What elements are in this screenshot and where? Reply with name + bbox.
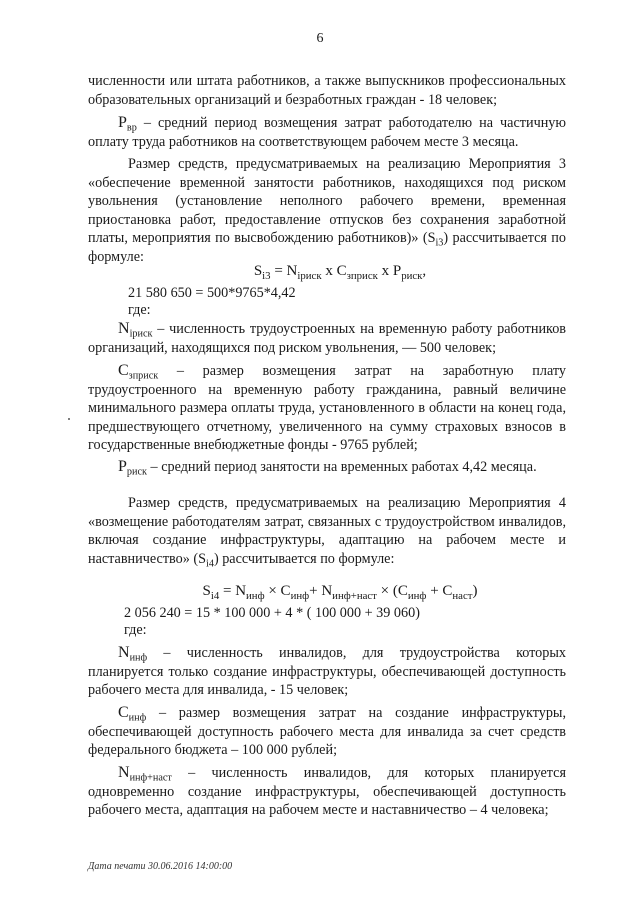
text-line: включая создание инфраструктуры, адаптацию на рабочем месте и <box>88 532 566 549</box>
symbol: С <box>118 362 129 379</box>
subscript: наст <box>452 589 473 602</box>
text-line: организаций, находящихся под риском увольнения, — 500 человек; <box>88 339 497 356</box>
symbol: Р <box>118 114 127 131</box>
text-line: государственные внебюджетные фонды - 9765 рублей; <box>88 437 418 454</box>
text-line: образовательных организаций и безработных граждан - 18 человек; <box>88 91 498 108</box>
subscript: инф <box>128 712 147 724</box>
definition-text: – размер возмещения затрат на создание инфраструктуры, <box>146 705 566 721</box>
where-label: где: <box>124 622 147 638</box>
definition-text: – численность инвалидов, для которых планируется <box>171 765 566 781</box>
subscript: i4 <box>205 558 214 570</box>
symbol: N <box>118 644 130 661</box>
formula-part: x C <box>321 263 347 279</box>
paragraph-measure-4 <box>88 494 566 568</box>
page-number: 6 <box>316 31 324 46</box>
formula-part: × (C <box>376 583 408 599</box>
subscript: вр <box>126 122 137 134</box>
print-date-footer: Дата печати 30.06.2016 14:00:00 <box>88 861 233 872</box>
symbol: N <box>118 320 130 337</box>
text-line: планируется только создание инфраструктуры, обеспечивающей доступность <box>88 663 566 680</box>
text-line: численности или штата работников, а также выпускников профессиональных <box>88 73 566 89</box>
formula-part: + C <box>426 583 453 599</box>
formula-part: = N <box>270 263 298 279</box>
text-line <box>88 320 566 339</box>
text-part: наставничество» (S <box>88 550 206 567</box>
symbol: N <box>118 764 130 781</box>
definition-p-vr <box>88 114 566 151</box>
formula-s: S <box>253 263 263 279</box>
text-line: «обеспечение временной занятости работников, находящихся под риском <box>88 174 566 191</box>
symbol: С <box>118 704 129 721</box>
formula-part: × C <box>264 583 291 599</box>
paragraph-workers <box>88 72 566 109</box>
text-line: «возмещение работодателям затрат, связанных с трудоустройством инвалидов, <box>88 513 566 530</box>
definition-text: – численность инвалидов, для трудоустройства которых <box>147 645 566 661</box>
text-line: формуле: <box>88 248 144 265</box>
definition-text: – средний период занятости на временных работах 4,42 месяца. <box>147 459 537 475</box>
text-line <box>88 550 566 569</box>
text-line <box>88 764 566 783</box>
text-line <box>88 704 566 723</box>
text-line <box>88 229 566 248</box>
text-line <box>88 644 566 663</box>
text-line: рабочего места, адаптация на рабочем месте и наставничество – 4 человека; <box>88 802 549 819</box>
formula-part: ) <box>472 583 478 599</box>
formula-s: S <box>202 583 211 599</box>
definition-n-inf <box>88 644 566 700</box>
text-line: федерального бюджета – 100 000 рублей; <box>88 742 338 759</box>
definition-n-inf-nast <box>88 764 566 820</box>
calculation-4: 2 056 240 = 15 * 100 000 + 4 * ( 100 000 + 39 060) <box>124 605 420 621</box>
scan-speck <box>68 418 70 420</box>
text-line <box>88 114 566 133</box>
text-line: трудоустроенного на временную работу гражданина, равный величине <box>88 381 566 398</box>
definition-p-risk <box>88 458 566 477</box>
subscript: i3 <box>262 269 271 282</box>
text-part: платы, мероприятия по высвобождению работников)» (S <box>88 230 436 247</box>
text-line: Размер средств, предусматриваемых на реализацию Мероприятия 3 <box>128 156 566 172</box>
subscript: риск <box>401 269 423 282</box>
subscript: инф <box>290 589 310 602</box>
subscript: i3 <box>435 237 444 249</box>
text-line: Размер средств, предусматриваемых на реализацию Мероприятия 4 <box>128 495 566 511</box>
text-line: приостановка работ, предоставление отпусков без сохранения заработной <box>88 211 566 228</box>
subscript: зприск <box>346 269 378 282</box>
where-label: где: <box>128 302 151 318</box>
subscript: инф <box>129 652 148 664</box>
subscript: риск <box>126 466 147 478</box>
subscript: iриск <box>297 269 322 282</box>
definition-n-irisk <box>88 320 566 357</box>
definition-text: – размер возмещения затрат на заработную плату <box>158 363 566 379</box>
calculation-3: 21 580 650 = 500*9765*4,42 <box>128 285 296 301</box>
definition-c-zprisk <box>88 362 566 455</box>
text-line: предшествующего отчетному, увеличенного на сумму страховых взносов в <box>88 418 566 435</box>
formula-part: = N <box>219 583 247 599</box>
formula-part: , <box>422 263 427 279</box>
formula-part: + N <box>309 583 333 599</box>
subscript: инф <box>407 589 427 602</box>
subscript: i4 <box>210 589 220 602</box>
subscript: iриск <box>129 328 153 340</box>
symbol: Р <box>118 458 127 475</box>
definition-c-inf <box>88 704 566 760</box>
definition-text: – средний период возмещения затрат работодателю на частичную <box>136 115 566 131</box>
text-part: ) рассчитывается по <box>443 230 566 247</box>
formula-4 <box>20 582 640 601</box>
text-line: обеспечивающей доступность рабочего места для инвалида за счет средств <box>88 723 566 740</box>
subscript: зприск <box>128 370 159 382</box>
subscript: инф <box>246 589 265 602</box>
subscript: инф+наст <box>129 772 172 784</box>
text-line: одновременно создание инфраструктуры, обеспечивающей доступность <box>88 783 566 800</box>
text-line: увольнения (установление неполного рабочего времени, временная <box>88 193 566 210</box>
text-part: ) рассчитывается по формуле: <box>213 550 395 567</box>
text-line: минимального размера оплаты труда, установленного в области на конец года, <box>88 400 566 417</box>
formula-3 <box>20 262 640 281</box>
paragraph-measure-3 <box>88 155 566 267</box>
definition-text: – численность трудоустроенных на временную работу работников <box>152 321 566 337</box>
text-line <box>88 362 566 381</box>
text-line: оплату труда работников на соответствующем рабочем месте 3 месяца. <box>88 133 519 150</box>
formula-part: x P <box>377 263 402 279</box>
text-line: рабочего места для инвалида, - 15 человек; <box>88 682 349 699</box>
text-line <box>88 458 566 477</box>
subscript: инф+наст <box>332 589 377 602</box>
